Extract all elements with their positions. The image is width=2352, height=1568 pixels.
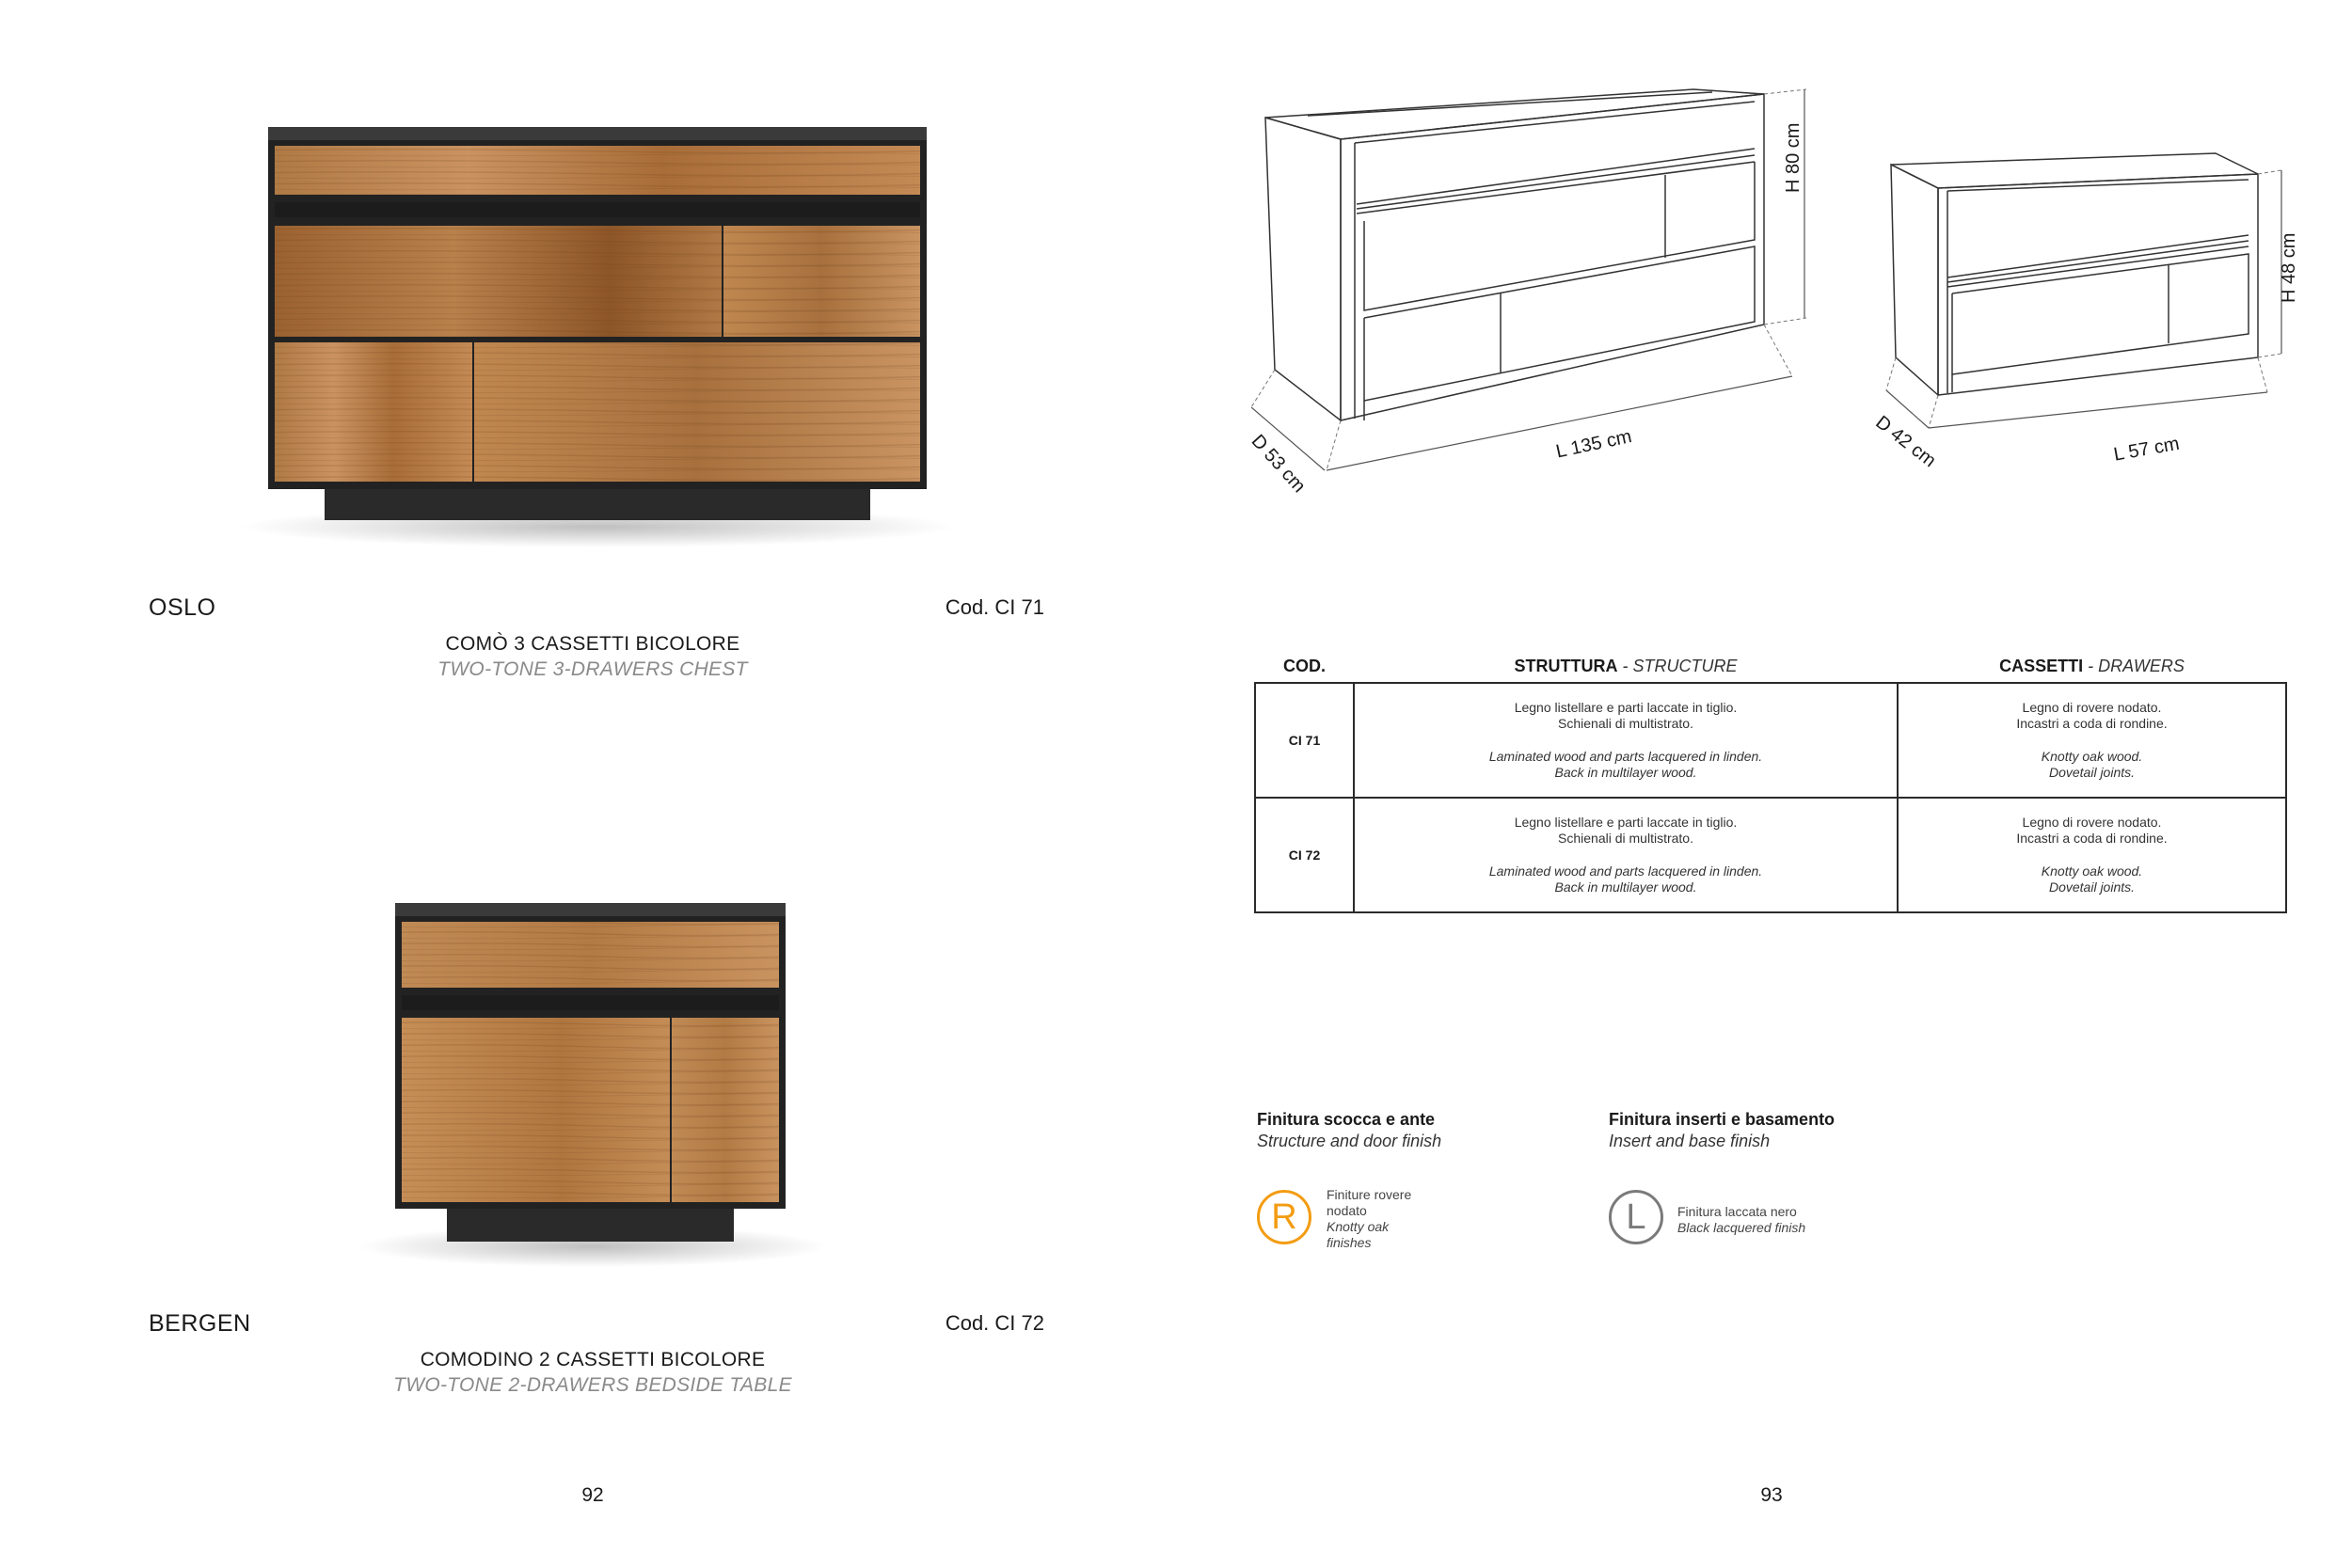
row-structure: Legno listellare e parti laccate in tiglio. Schienali di multistrato. Laminated wood and parts lacquered in linden. Back in multilayer wood. [1354, 683, 1898, 798]
page-number-left: 92 [581, 1484, 604, 1506]
product-title-bergen: COMODINO 2 CASSETTI BICOLORE [420, 1349, 766, 1370]
table-row [1255, 798, 2286, 912]
header-drawers: CASSETTI - DRAWERS [1999, 657, 2185, 675]
header-code: COD. [1283, 657, 1326, 675]
product-code-bergen: Cod. CI 72 [945, 1311, 1044, 1335]
product-subtitle-bergen: TWO-TONE 2-DRAWERS BEDSIDE TABLE [393, 1374, 792, 1396]
bergen-height-dimension: H 48 cm [2279, 232, 2299, 303]
finish-text-insert: Finitura laccata nero Black lacquered finish [1677, 1204, 1806, 1235]
oslo-chest-image [235, 113, 969, 555]
row-drawers: Legno di rovere nodato. Incastri a coda di rondine. Knotty oak wood. Dovetail joints. [1898, 683, 2286, 798]
bergen-technical-drawing [1877, 146, 2291, 456]
finish-badge-l-icon: L [1609, 1190, 1663, 1244]
finish-heading-structure: Finitura scocca e ante [1257, 1110, 1436, 1129]
finish-text-structure: Finiture rovere nodato Knotty oak finishes [1327, 1187, 1412, 1250]
product-name-oslo: OSLO [149, 594, 216, 621]
finish-subheading-structure: Structure and door finish [1257, 1132, 1442, 1150]
bergen-bedside-image [353, 884, 842, 1279]
finish-subheading-insert: Insert and base finish [1609, 1132, 1771, 1150]
oslo-length-dimension: L 135 cm [1554, 426, 1634, 463]
header-structure: STRUTTURA - STRUCTURE [1514, 657, 1738, 675]
spec-table [1254, 655, 2287, 913]
row-code: CI 72 [1255, 798, 1354, 912]
finish-badge-r-icon: R [1257, 1190, 1311, 1244]
bergen-depth-dimension: D 42 cm [1871, 412, 1940, 472]
product-subtitle-oslo: TWO-TONE 3-DRAWERS CHEST [437, 658, 748, 680]
product-code-oslo: Cod. CI 71 [945, 595, 1044, 619]
oslo-technical-drawing [1251, 85, 1853, 489]
oslo-depth-dimension: D 53 cm [1247, 431, 1310, 498]
product-name-bergen: BERGEN [149, 1310, 251, 1337]
finish-heading-insert: Finitura inserti e basamento [1609, 1110, 1836, 1129]
table-header-row [1255, 655, 2286, 683]
product-title-oslo: COMÒ 3 CASSETTI BICOLORE [445, 633, 740, 655]
oslo-height-dimension: H 80 cm [1783, 122, 1804, 193]
table-row [1255, 683, 2286, 798]
row-structure: Legno listellare e parti laccate in tiglio. Schienali di multistrato. Laminated wood and parts lacquered in linden. Back in multilayer wood. [1354, 798, 1898, 912]
page-number-right: 93 [1760, 1484, 1783, 1506]
row-code: CI 71 [1255, 683, 1354, 798]
row-drawers: Legno di rovere nodato. Incastri a coda di rondine. Knotty oak wood. Dovetail joints. [1898, 798, 2286, 912]
bergen-length-dimension: L 57 cm [2112, 433, 2182, 466]
